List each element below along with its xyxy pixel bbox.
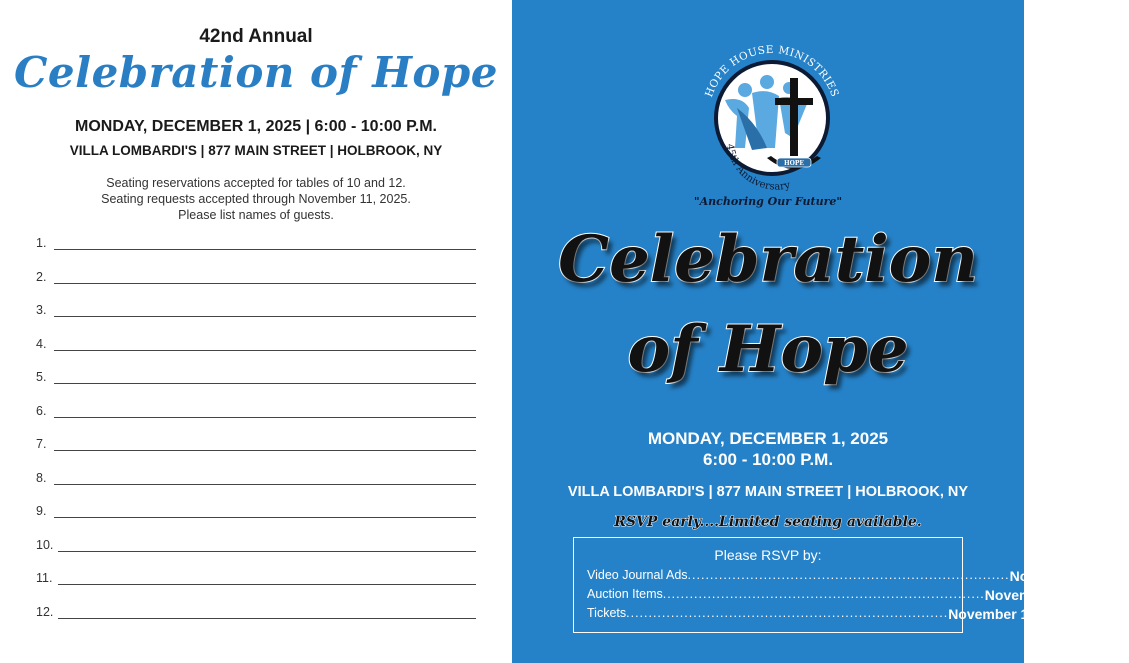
guest-name-line[interactable] bbox=[54, 236, 476, 250]
guest-row[interactable] bbox=[36, 437, 476, 471]
rsvp-item-label: Video Journal Ads bbox=[587, 568, 688, 582]
guest-number: 5. bbox=[36, 370, 47, 384]
rsvp-early-note: RSVP early....Limited seating available. bbox=[614, 514, 922, 530]
guest-name-line[interactable] bbox=[54, 270, 476, 284]
guest-number: 6. bbox=[36, 403, 47, 418]
seating-note: Seating requests accepted through November 11, 2025. bbox=[101, 192, 411, 206]
guest-name-line[interactable] bbox=[54, 471, 476, 485]
guest-number: 11. bbox=[36, 571, 53, 585]
logo-arc-text: HOPE HOUSE MINISTRIES bbox=[703, 43, 841, 99]
event-venue: VILLA LOMBARDI'S | 877 MAIN STREET | HOLBROOK, NY bbox=[69, 143, 443, 158]
guest-row[interactable] bbox=[36, 605, 476, 639]
guest-number: 1. bbox=[36, 236, 47, 250]
guest-row[interactable] bbox=[36, 571, 476, 605]
event-title-script: Celebration of Hope bbox=[13, 48, 499, 97]
guest-number: 4. bbox=[36, 336, 47, 351]
tagline: "Anchoring Our Future" bbox=[693, 195, 843, 208]
guest-row[interactable] bbox=[36, 370, 476, 404]
rsvp-item-date: November 4, 2025 bbox=[1009, 568, 1129, 584]
guest-number: 3. bbox=[36, 303, 47, 317]
rsvp-item-date: November 11, 2025 bbox=[948, 606, 1075, 622]
rsvp-row bbox=[587, 587, 1112, 603]
guest-name-line[interactable] bbox=[54, 404, 476, 418]
guest-number: 9. bbox=[36, 504, 47, 518]
cross-anchor-people-icon bbox=[697, 38, 847, 213]
guest-row[interactable] bbox=[36, 236, 476, 270]
guest-row[interactable] bbox=[36, 337, 476, 371]
guest-name-line[interactable] bbox=[54, 370, 476, 384]
rsvp-item-label: Tickets bbox=[587, 606, 627, 620]
guest-row[interactable] bbox=[36, 404, 476, 438]
dot-leader: ........................................................................ bbox=[626, 606, 949, 620]
event-time: 6:00 - 10:00 P.M. bbox=[702, 450, 834, 469]
guest-name-line[interactable] bbox=[54, 504, 476, 518]
seating-note: Seating reservations accepted for tables of 10 and 12. bbox=[106, 176, 406, 190]
seating-note: Please list names of guests. bbox=[178, 208, 334, 222]
guest-row[interactable] bbox=[36, 270, 476, 304]
annual-label: 42nd Annual bbox=[199, 26, 313, 47]
hero-title-line2: of Hope bbox=[627, 312, 909, 387]
guest-list bbox=[36, 236, 476, 638]
logo-years: 1980-2025 bbox=[801, 118, 823, 123]
event-cover-panel bbox=[512, 0, 1129, 663]
rsvp-item-date: November 10, 2025 bbox=[984, 587, 1112, 603]
guest-number: 10. bbox=[36, 537, 54, 552]
hero-title-line1: Celebration bbox=[558, 222, 978, 297]
reservation-form-panel bbox=[0, 0, 512, 663]
logo-anniversary: 45th Anniversary bbox=[723, 143, 792, 193]
rsvp-row bbox=[587, 606, 1075, 622]
guest-number: 2. bbox=[36, 269, 47, 284]
dot-leader: ........................................................................ bbox=[662, 587, 985, 601]
event-venue: VILLA LOMBARDI'S | 877 MAIN STREET | HOLBROOK, NY bbox=[567, 484, 969, 500]
hope-house-logo bbox=[697, 38, 847, 213]
rsvp-heading: Please RSVP by: bbox=[714, 547, 822, 563]
guest-name-line[interactable] bbox=[58, 538, 476, 552]
event-date-time: MONDAY, DECEMBER 1, 2025 | 6:00 - 10:00 P.M. bbox=[75, 118, 437, 135]
guest-row[interactable] bbox=[36, 504, 476, 538]
guest-name-line[interactable] bbox=[54, 303, 476, 317]
rsvp-row bbox=[587, 568, 1129, 584]
logo-anchor-label: HOPE bbox=[784, 160, 804, 167]
guest-row[interactable] bbox=[36, 538, 476, 572]
guest-name-line[interactable] bbox=[58, 571, 476, 585]
rsvp-item-label: Auction Items bbox=[587, 587, 663, 601]
guest-name-line[interactable] bbox=[54, 437, 476, 451]
guest-number: 8. bbox=[36, 470, 47, 485]
guest-number: 7. bbox=[36, 437, 47, 451]
guest-name-line[interactable] bbox=[58, 605, 476, 619]
guest-row[interactable] bbox=[36, 303, 476, 337]
seating-notes bbox=[0, 175, 512, 223]
guest-name-line[interactable] bbox=[54, 337, 476, 351]
event-date: MONDAY, DECEMBER 1, 2025 bbox=[647, 429, 889, 448]
rsvp-deadlines-box bbox=[573, 537, 1129, 633]
dot-leader: ........................................................................ bbox=[687, 568, 1010, 582]
guest-row[interactable] bbox=[36, 471, 476, 505]
event-date-time bbox=[512, 428, 1024, 470]
guest-number: 12. bbox=[36, 604, 54, 619]
